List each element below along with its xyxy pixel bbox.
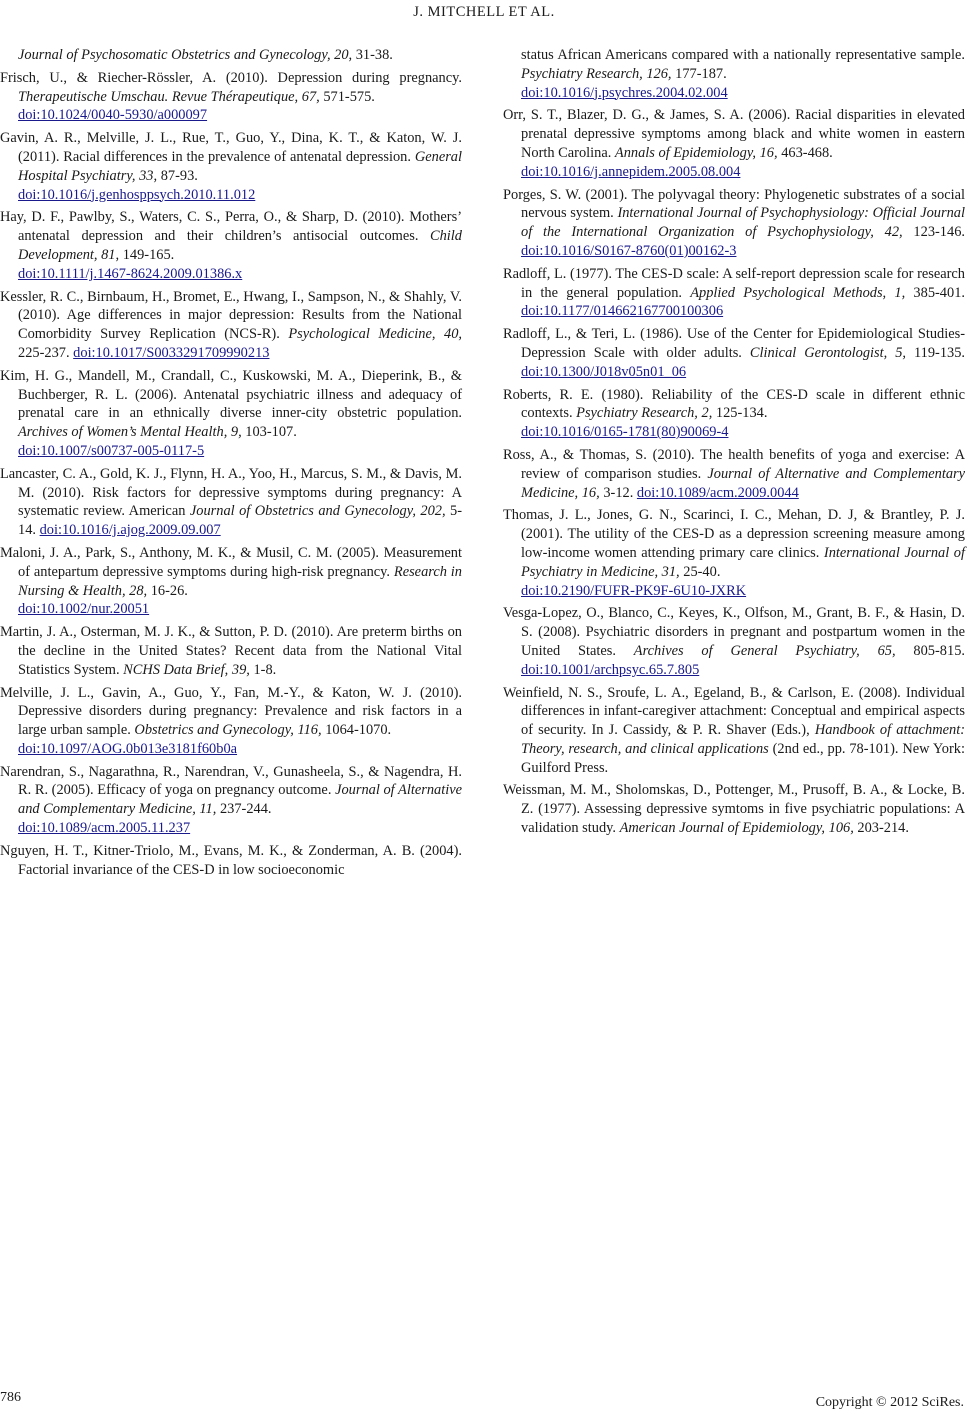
- reference-text: Lancaster, C. A., Gold, K. J., Flynn, H. A., Yoo, H., Marcus, S. M., & Davis, M. M. (2010). Risk factors for depressive symptoms during pregnancy: A systematic review. American: [0, 465, 462, 520]
- reference-source: Journal of Alternative and Complementary Medicine, 16,: [521, 465, 965, 501]
- reference-source: Journal of Alternative and Complementary Medicine, 11,: [18, 782, 462, 818]
- reference-source: Annals of Epidemiology, 16,: [614, 144, 778, 161]
- doi-link[interactable]: doi:10.1016/j.genhosppsych.2010.11.012: [18, 186, 256, 203]
- reference-pages: 1064-1070.: [321, 722, 392, 739]
- reference-entry: [0, 842, 462, 880]
- reference-text: Martin, J. A., Osterman, M. J. K., & Sutton, P. D. (2010). Are preterm births on the decline in the United States? Recent data from the National Vital Statistics System.: [0, 624, 462, 678]
- doi-link[interactable]: doi:10.1001/archpsyc.65.7.805: [521, 661, 700, 678]
- doi-link[interactable]: doi:10.1016/j.ajog.2009.09.007: [39, 522, 221, 539]
- reference-entry: [0, 46, 462, 65]
- reference-entry: [0, 288, 462, 363]
- doi-link[interactable]: doi:10.1016/j.psychres.2004.02.004: [521, 84, 728, 101]
- copyright-notice: Copyright © 2012 SciRes.: [815, 1395, 964, 1410]
- reference-entry: [503, 446, 965, 502]
- doi-link[interactable]: doi:10.1089/acm.2009.0044: [636, 484, 799, 501]
- reference-source: Archives of Women’s Mental Health, 9,: [18, 424, 242, 441]
- reference-entry: [503, 186, 965, 261]
- reference-text: Porges, S. W. (2001). The polyvagal theory: Phylogenetic substrates of a social nervous system.: [503, 186, 965, 222]
- reference-text: Ross, A., & Thomas, S. (2010). The health benefits of yoga and exercise: A review of comparison studies.: [503, 446, 965, 482]
- reference-entry: [0, 465, 462, 540]
- reference-text: Maloni, J. A., Park, S., Anthony, M. K., & Musil, C. M. (2005). Measurement of antepartum depressive symptoms during high-risk pregnancy.: [0, 544, 462, 580]
- reference-entry: [0, 623, 462, 679]
- reference-source: NCHS Data Brief, 39,: [123, 661, 250, 678]
- reference-entry: [0, 129, 462, 204]
- reference-source: Research in Nursing & Health, 28,: [18, 563, 462, 599]
- reference-text: status African Americans compared with a nationally representative sample.: [521, 47, 965, 63]
- doi-link[interactable]: doi:10.1300/J018v05n01_06: [521, 363, 687, 380]
- reference-source: Handbook of attachment: Theory, research, and clinical applications: [521, 722, 966, 757]
- reference-source: Child Development, 81,: [18, 228, 462, 263]
- reference-text: Melville, J. L., Gavin, A., Guo, Y., Fan, M.-Y., & Katon, W. J. (2010). Depressive disorders during pregnancy: Prevalence and risk factors in a large urban sample.: [0, 684, 462, 739]
- reference-source: Journal of Psychosomatic Obstetrics and Gynecology, 20,: [18, 47, 353, 63]
- reference-pages: 571-575.: [319, 88, 375, 105]
- doi-link[interactable]: doi:10.1111/j.1467-8624.2009.01386.x: [18, 265, 243, 282]
- reference-pages: 463-468.: [777, 144, 833, 161]
- reference-entry: [503, 684, 965, 778]
- doi-link[interactable]: doi:10.1016/S0167-8760(01)00162-3: [521, 242, 737, 259]
- page-number: 786: [0, 1390, 21, 1405]
- reference-pages: 123-146.: [902, 224, 965, 241]
- reference-pages: 149-165.: [119, 246, 175, 263]
- reference-pages: 1-8.: [249, 661, 277, 678]
- reference-text: Radloff, L. (1977). The CES-D scale: A self-report depression scale for research in the general population.: [503, 265, 965, 301]
- left-reference-column: [0, 46, 462, 883]
- reference-text: Kessler, R. C., Birnbaum, H., Bromet, E., Hwang, I., Sampson, N., & Shahly, V. (2010). Age differences in major depression: Results from the National Comorbidity Survey Replication (NCS-R).: [0, 288, 462, 343]
- reference-source: Psychiatry Research, 2,: [576, 405, 713, 422]
- doi-link[interactable]: doi:10.1007/s00737-005-0117-5: [18, 442, 205, 459]
- running-head: J. MITCHELL ET AL.: [413, 4, 555, 20]
- reference-entry: [503, 506, 965, 600]
- reference-entry: [503, 265, 965, 321]
- reference-entry: [0, 763, 462, 838]
- reference-text: Roberts, R. E. (1980). Reliability of the CES-D scale in different ethnic contexts.: [503, 386, 965, 422]
- reference-source: Archives of General Psychiatry, 65,: [633, 642, 896, 659]
- reference-pages: 16-26.: [147, 582, 188, 599]
- reference-pages: 5-14.: [18, 503, 463, 539]
- reference-entry: [503, 781, 965, 837]
- doi-link[interactable]: doi:10.1016/j.annepidem.2005.08.004: [521, 163, 741, 180]
- reference-entry: [0, 367, 462, 461]
- reference-entry: [0, 684, 462, 759]
- reference-text: Hay, D. F., Pawlby, S., Waters, C. S., Perra, O., & Sharp, D. (2010). Mothers’ antenatal depression and their children’s antisocial outcomes.: [0, 209, 462, 245]
- doi-link[interactable]: doi:10.1097/AOG.0b013e3181f60b0a: [18, 740, 238, 757]
- doi-link[interactable]: doi:10.1089/acm.2005.11.237: [18, 820, 191, 837]
- reference-source: Psychological Medicine, 40,: [288, 326, 462, 343]
- reference-pages: 3-12.: [599, 484, 637, 501]
- reference-source: Clinical Gerontologist, 5,: [749, 344, 907, 361]
- reference-pages: 25-40.: [679, 563, 721, 580]
- right-reference-column: [503, 46, 965, 842]
- reference-text: Weissman, M. M., Sholomskas, D., Pottenger, M., Prusoff, B. A., & Locke, B. Z. (1977). Assessing depressive symtoms in five psychiatric populations: A validation study.: [503, 782, 965, 837]
- reference-pages: 177-187.: [671, 65, 727, 82]
- reference-entry: [503, 386, 965, 442]
- doi-link[interactable]: doi:10.1024/0040-5930/a000097: [18, 107, 208, 124]
- reference-entry: [0, 208, 462, 283]
- reference-source: Therapeutische Umschau. Revue Thérapeutique, 67,: [18, 88, 320, 105]
- reference-pages: 119-135.: [906, 344, 966, 361]
- reference-text: Weinfield, N. S., Sroufe, L. A., Egeland, B., & Carlson, E. (2008). Individual differences in infant-caregiver attachment: Conceptual and empirical aspects of security. In J. Cassidy, & P. R. Shaver (Eds.),: [503, 684, 965, 739]
- doi-link[interactable]: doi:10.1002/nur.20051: [18, 601, 150, 618]
- reference-entry: [503, 325, 965, 381]
- reference-source: International Journal of Psychiatry in Medicine, 31,: [521, 544, 966, 580]
- reference-text: Frisch, U., & Riecher-Rössler, A. (2010). Depression during pregnancy.: [0, 69, 462, 86]
- reference-source: American Journal of Epidemiology, 106,: [619, 820, 854, 837]
- reference-source: General Hospital Psychiatry, 33,: [18, 148, 462, 184]
- reference-entry: [503, 106, 965, 181]
- reference-text: Orr, S. T., Blazer, D. G., & James, S. A. (2006). Racial disparities in elevated prenatal depressive symptoms among black and white women in eastern North Carolina.: [503, 107, 965, 161]
- reference-pages: 203-214.: [853, 820, 909, 837]
- reference-pages: 237-244.: [216, 801, 272, 818]
- doi-link[interactable]: doi:10.2190/FUFR-PK9F-6U10-JXRK: [521, 582, 747, 599]
- reference-entry: [0, 69, 462, 125]
- reference-text: Gavin, A. R., Melville, J. L., Rue, T., Guo, Y., Dina, K. T., & Katon, W. J. (2011). Racial differences in the prevalence of antenatal depression.: [0, 130, 462, 165]
- reference-pages: 31-38.: [352, 47, 393, 63]
- reference-text: Narendran, S., Nagarathna, R., Narendran, V., Gunasheela, S., & Nagendra, H. R. R. (2005). Efficacy of yoga on pregnancy outcome.: [0, 763, 462, 799]
- reference-entry: [503, 604, 965, 679]
- reference-text: Nguyen, H. T., Kitner-Triolo, M., Evans, M. K., & Zonderman, A. B. (2004). Factorial invariance of the CES-D in low socioeconomic: [0, 842, 462, 878]
- reference-text: Vesga-Lopez, O., Blanco, C., Keyes, K., Olfson, M., Grant, B. F., & Hasin, D. S. (2008). Psychiatric disorders in pregnant and postpartum women in the United States.: [503, 605, 965, 659]
- reference-pages: 125-134.: [712, 405, 768, 422]
- reference-text: Thomas, J. L., Jones, G. N., Scarinci, I. C., Mehan, D. J, & Brantley, P. J. (2001). The utility of the CES-D as a depression screening measure among low-income women attending primary care clinics.: [503, 507, 965, 561]
- reference-source: International Journal of Psychophysiology: Official Journal of the International Organization of Psychophysiology, 42,: [521, 205, 965, 241]
- doi-link[interactable]: doi:10.1017/S0033291709990213: [73, 344, 270, 361]
- reference-pages: 805-815.: [895, 642, 965, 659]
- reference-pages: 225-237.: [18, 344, 74, 361]
- reference-text: Kim, H. G., Mandell, M., Crandall, C., Kuskowski, M. A., Dieperink, B., & Buchberger, R. L. (2006). Antenatal psychiatric illness and adequacy of prenatal care in an ethnically diverse inner-city obstetric population.: [0, 367, 462, 422]
- doi-link[interactable]: doi:10.1177/014662167700100306: [521, 303, 724, 320]
- reference-source: Psychiatry Research, 126,: [521, 65, 672, 82]
- reference-pages: (2nd ed., pp. 78-101). New York: Guilford Press.: [521, 740, 965, 776]
- reference-text: Radloff, L., & Teri, L. (1986). Use of the Center for Epidemiological Studies-Depression Scale with older adults.: [503, 326, 965, 361]
- reference-source: Obstetrics and Gynecology, 116,: [134, 722, 322, 739]
- reference-entry: [503, 46, 965, 102]
- reference-source: Journal of Obstetrics and Gynecology, 202,: [189, 503, 446, 520]
- reference-entry: [0, 544, 462, 619]
- reference-pages: 103-107.: [241, 424, 297, 441]
- doi-link[interactable]: doi:10.1016/0165-1781(80)90069-4: [521, 424, 729, 441]
- reference-source: Applied Psychological Methods, 1,: [690, 284, 906, 301]
- reference-pages: 87-93.: [157, 167, 198, 184]
- reference-pages: 385-401.: [905, 284, 965, 301]
